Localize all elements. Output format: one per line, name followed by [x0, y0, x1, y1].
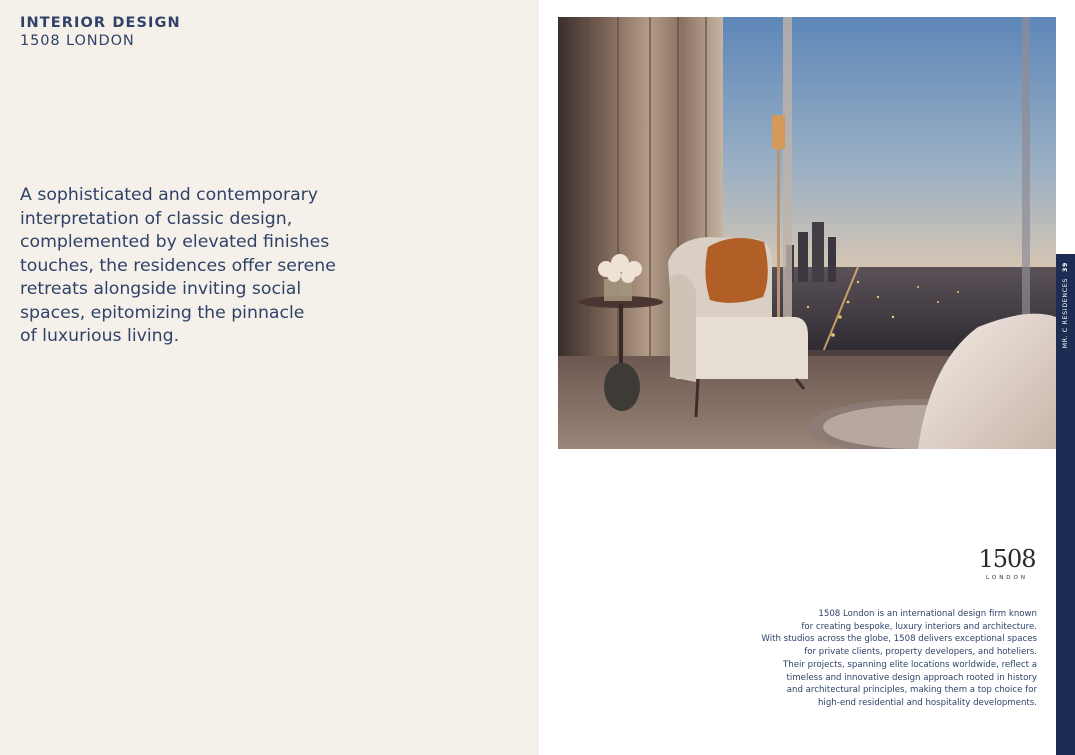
section-subtitle: 1508 LONDON [20, 33, 135, 49]
intro-line: spaces, epitomizing the pinnacle [20, 302, 305, 323]
about-line: for creating bespoke, luxury interiors and architecture. [801, 621, 1037, 632]
about-line: and architectural principles, making them a top choice for [786, 685, 1037, 696]
intro-line: touches, the residences offer serene [20, 255, 336, 276]
about-line: high-end residential and hospitality developments. [817, 697, 1037, 708]
logo-mark: 1508 [978, 545, 1036, 573]
about-line: for private clients, property developers, and hoteliers. [804, 647, 1037, 658]
intro-line: of luxurious living. [20, 326, 180, 346]
logo-wordmark: LONDON [986, 575, 1028, 581]
intro-paragraph [20, 184, 365, 349]
right-page [539, 0, 1075, 755]
about-paragraph [719, 608, 1037, 710]
intro-line: interpretation of classic design, [20, 208, 293, 229]
bedroom-city-view-photo [558, 17, 1056, 449]
intro-line: retreats alongside inviting social [20, 279, 302, 299]
side-tab-brand: MR. C RESIDENCES [1062, 278, 1069, 349]
about-line: With studios across the globe, 1508 delivers exceptional spaces [761, 634, 1037, 645]
intro-line: complemented by elevated finishes [20, 232, 330, 252]
about-line: Their projects, spanning elite locations worldwide, reflect a [783, 659, 1037, 670]
1508-london-logo [975, 538, 1039, 582]
section-title: INTERIOR DESIGN [20, 15, 181, 31]
page-number: 39 [1062, 262, 1069, 273]
intro-line: A sophisticated and contemporary [20, 185, 319, 205]
about-line: timeless and innovative design approach rooted in history [786, 672, 1037, 683]
side-tab-label [1062, 262, 1069, 352]
about-line: 1508 London is an international design firm known [818, 609, 1037, 619]
